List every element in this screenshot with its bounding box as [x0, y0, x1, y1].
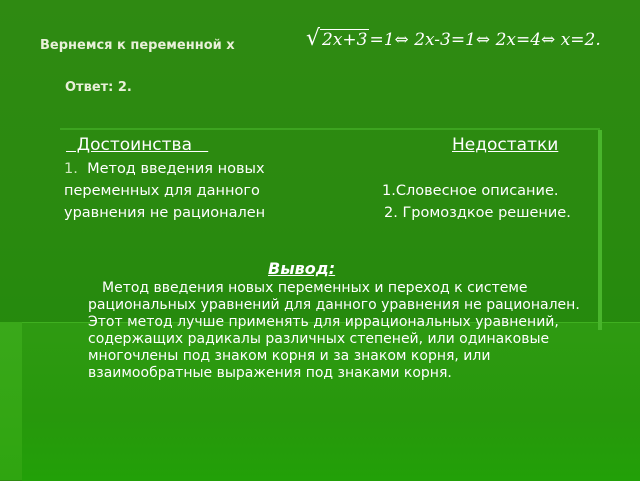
conclusion-text: Метод введения новых переменных и переход к системе рациональных уравнений для данного уравнения не рационален. Этот метод лучше применять для иррациональных уравнений, содержащих радикалы различных степеней, или одинаковые многочлены под знаком корня и за знаком корня, или взаимообратные выражения под знаками корня. — [88, 280, 580, 381]
conclusion-title: Вывод: — [268, 259, 336, 278]
sqrt-expression — [310, 30, 369, 50]
slide-heading: Вернемся к переменной х — [40, 38, 235, 53]
decorative-divider-top — [60, 128, 600, 130]
answer-text: Ответ: 2. — [65, 80, 132, 95]
equation-formula — [310, 30, 601, 50]
advantages-title: Достоинства — [66, 135, 209, 155]
advantages-list — [64, 158, 324, 224]
disadvantage-item: 1.Словесное описание. — [382, 183, 559, 199]
advantage-line: уравнения не рационален — [64, 205, 266, 221]
formula-part: 2x-3=1 — [414, 30, 476, 50]
disadvantage-item: 2. Громоздкое решение. — [384, 205, 571, 221]
advantage-line: переменных для данного — [64, 183, 260, 199]
formula-part: x=2. — [560, 30, 601, 50]
advantage-item-number: 1. — [64, 161, 78, 177]
disadvantages-list — [382, 180, 622, 224]
advantage-item — [64, 158, 324, 180]
formula-part: 2x=4 — [495, 30, 542, 50]
equivalence-symbol: ⇔ — [541, 30, 556, 50]
disadvantages-title: Недостатки — [452, 135, 559, 155]
advantage-line: Метод введения новых — [87, 161, 265, 177]
sqrt-radicand: 2x+3 — [322, 30, 368, 50]
equivalence-symbol: ⇔ — [475, 30, 491, 50]
equivalence-symbol: ⇔ — [394, 30, 409, 50]
formula-part: =1 — [369, 30, 395, 50]
